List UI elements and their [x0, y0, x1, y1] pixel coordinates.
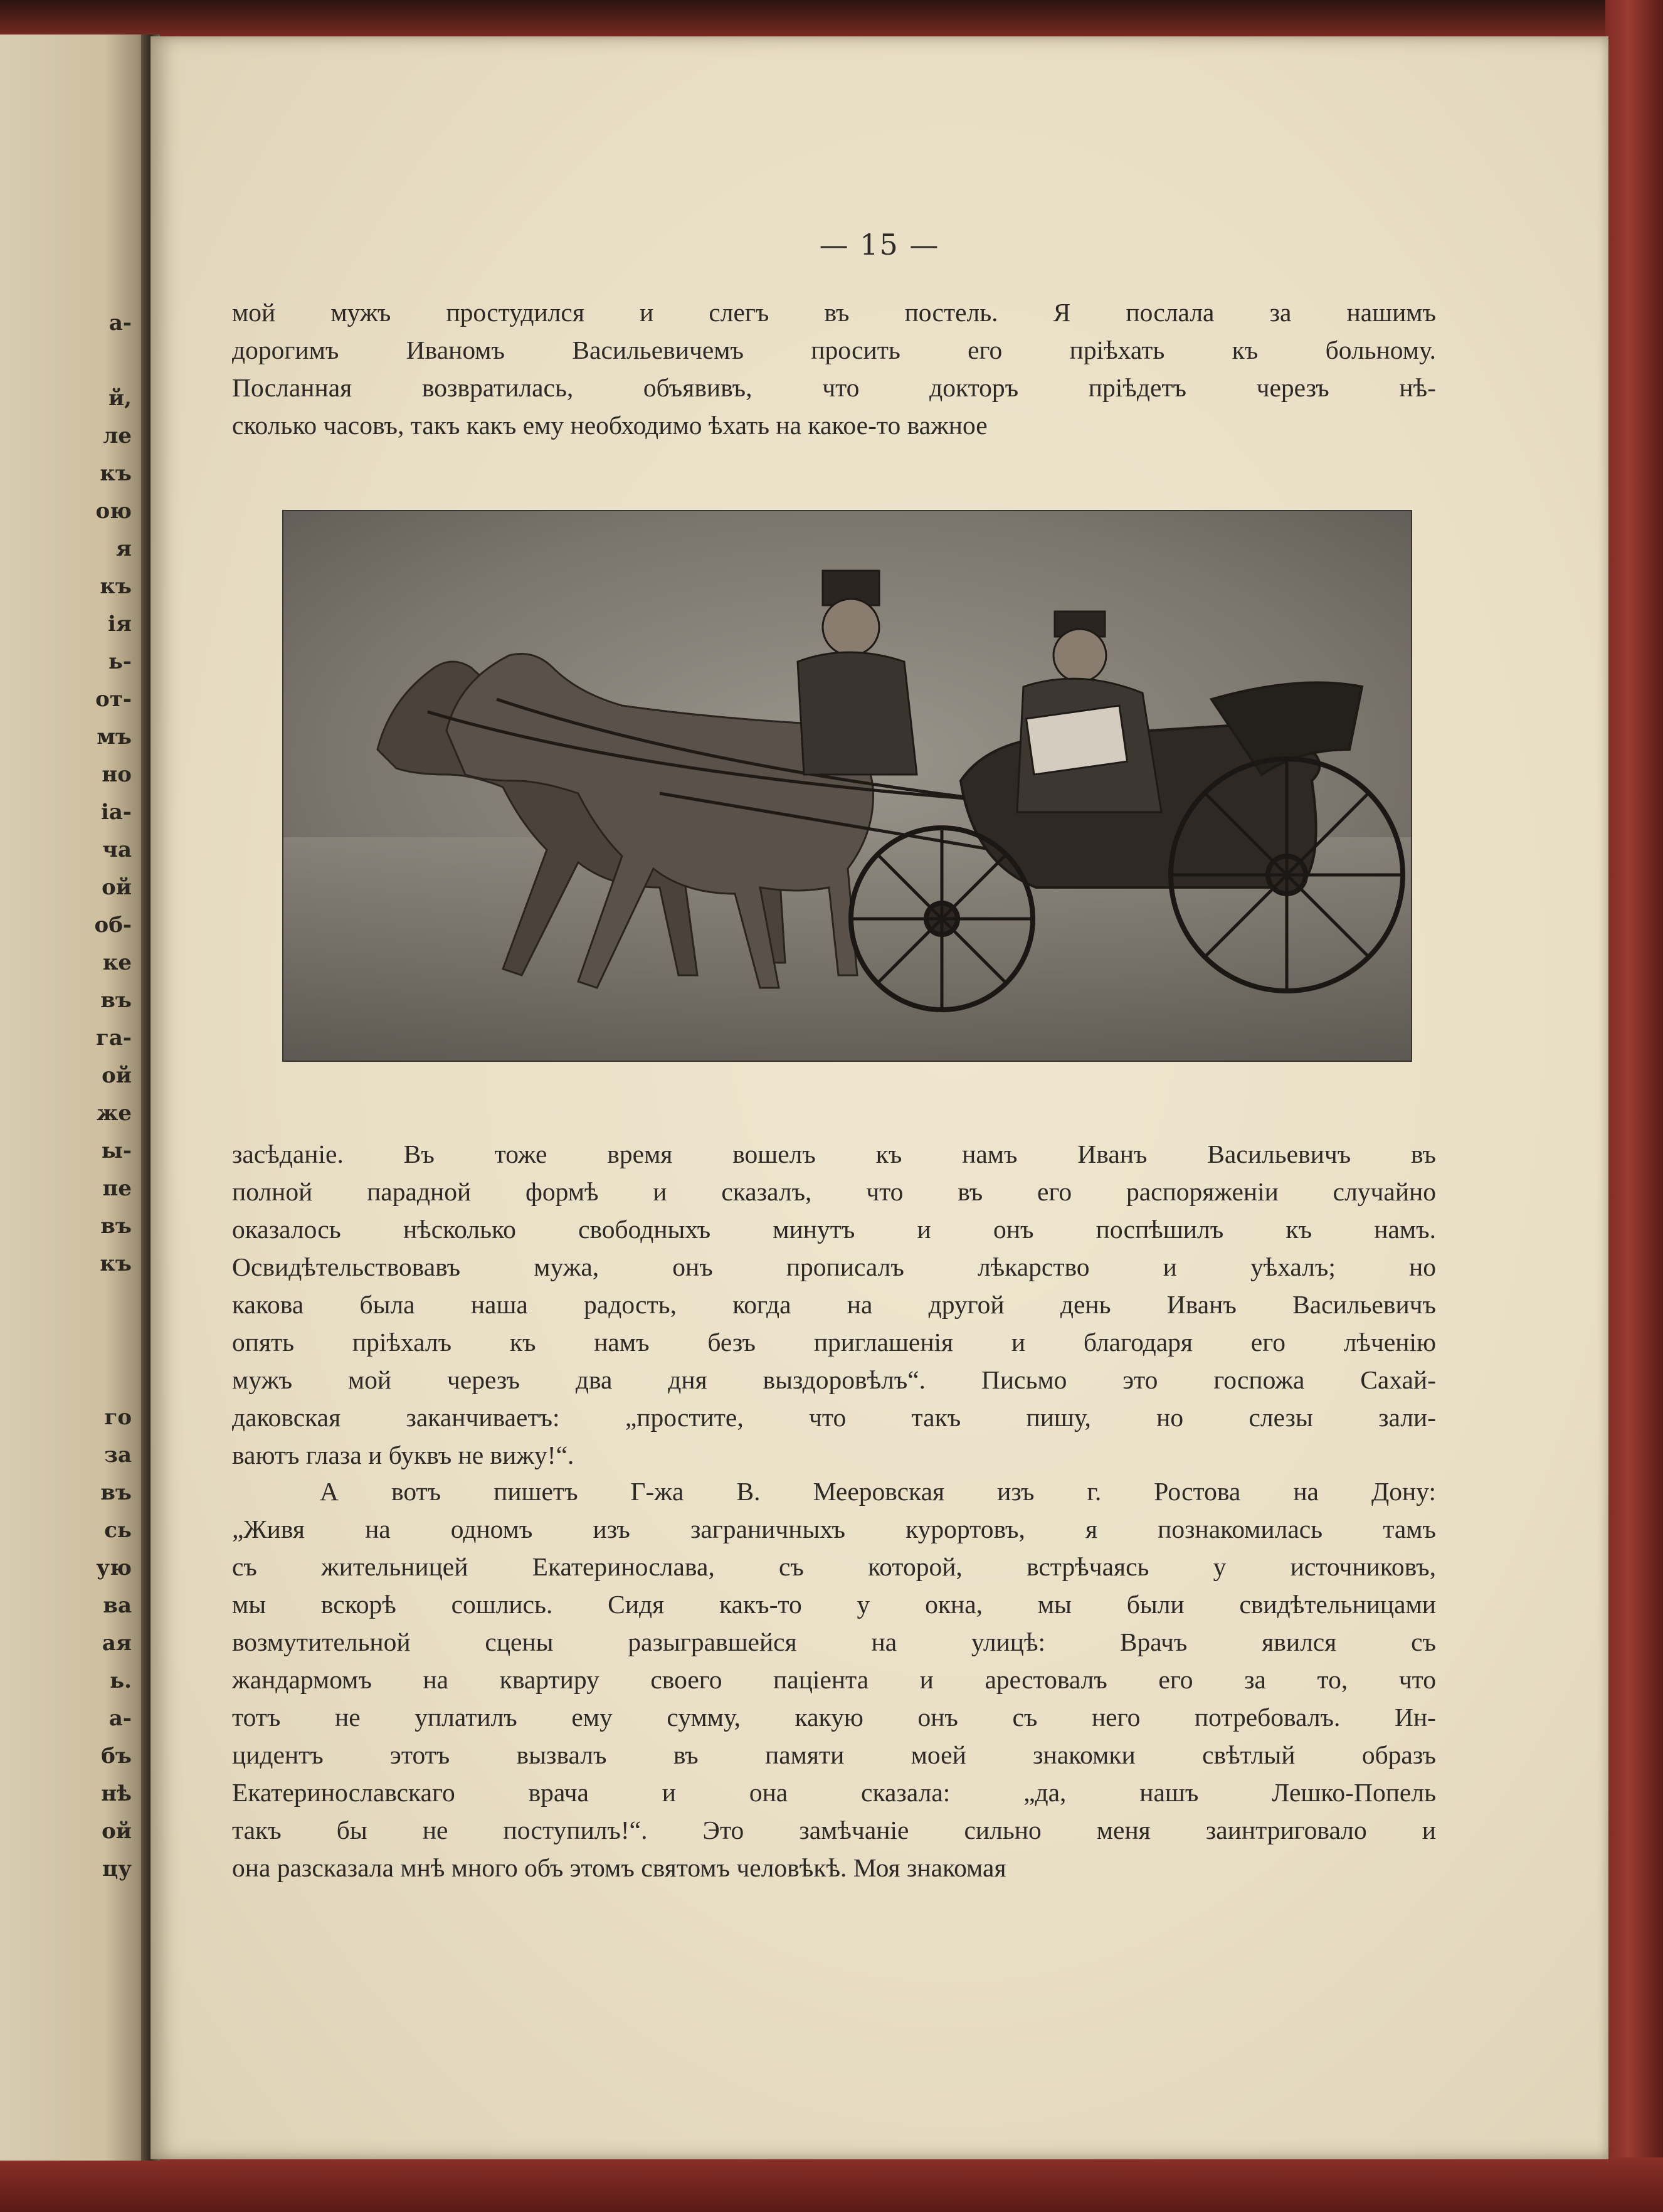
left-page-fragment: ча — [102, 837, 132, 862]
left-page-fragment: нѣ — [101, 1781, 132, 1806]
left-page-fragment: ой — [102, 875, 132, 900]
left-page-fragment: ою — [95, 499, 132, 524]
page-number: — 15 — — [819, 228, 940, 262]
left-page-fragment: въ — [100, 988, 132, 1013]
left-page-fragment: от- — [95, 687, 132, 712]
left-page-fragment: об- — [94, 913, 132, 938]
text-line: дорогимъ Иваномъ Васильевичемъ просить его пріѣхать къ больному. — [232, 336, 1436, 364]
text-line: мужъ мой черезъ два дня выздоровѣлъ“. Письмо это госпожа Сахай- — [232, 1365, 1436, 1394]
text-line: даковская заканчиваетъ: „простите, что такъ пишу, но слезы зали- — [232, 1403, 1436, 1432]
left-facing-page — [0, 34, 150, 2161]
left-page-fragment: ва — [103, 1593, 132, 1618]
carriage-engraving-image — [283, 511, 1411, 1061]
book-cover-bottom-edge — [0, 2157, 1663, 2212]
text-line: Освидѣтельствовавъ мужа, онъ прописалъ лѣкарство и уѣхалъ; но — [232, 1252, 1436, 1281]
left-page-fragment: ая — [102, 1631, 132, 1656]
left-page-fragment: га- — [96, 1025, 132, 1050]
left-page-fragment: ле — [103, 423, 132, 448]
left-page-fragment: ь- — [108, 649, 132, 674]
paragraph-2 — [232, 1135, 1436, 1474]
text-line: полной парадной формѣ и сказалъ, что въ его распоряженіи случайно — [232, 1177, 1436, 1206]
text-line: тотъ не уплатилъ ему сумму, какую онъ съ него потребовалъ. Ин- — [232, 1703, 1436, 1732]
text-line: сколько часовъ, такъ какъ ему необходимо ѣхать на какое-то важное — [232, 411, 988, 440]
left-page-fragment: же — [97, 1101, 132, 1126]
left-page-fragment: къ — [100, 574, 132, 599]
right-page — [150, 36, 1608, 2159]
left-page-text-fragments — [0, 34, 144, 2161]
text-line: съ жительницей Екатеринослава, съ которой, встрѣчаясь у источниковъ, — [232, 1552, 1436, 1581]
illustration-carriage — [282, 510, 1412, 1062]
left-page-fragment: а- — [108, 1706, 132, 1731]
left-page-fragment: а- — [108, 310, 132, 336]
left-page-fragment: въ — [100, 1214, 132, 1239]
book-cover-right-edge — [1605, 0, 1663, 2212]
paragraph-3 — [232, 1473, 1436, 1887]
paragraph-1 — [232, 294, 1436, 444]
text-line: жандармомъ на квартиру своего паціента и арестовалъ его за то, что — [232, 1665, 1436, 1694]
text-line: мы вскорѣ сошлись. Сидя какъ-то у окна, мы были свидѣтельницами — [232, 1590, 1436, 1619]
left-page-fragment: іа- — [100, 800, 132, 825]
left-page-fragment: бъ — [101, 1744, 132, 1769]
left-page-fragment: ой — [102, 1819, 132, 1844]
left-page-fragment: сь — [104, 1518, 132, 1543]
text-line: засѣданіе. Въ тоже время вошелъ къ намъ Иванъ Васильевичъ въ — [232, 1140, 1436, 1168]
text-line: Екатеринославскаго врача и она сказала: „да, нашъ Лешко-Попель — [232, 1778, 1436, 1807]
left-page-fragment: но — [102, 762, 132, 787]
left-page-fragment: ой — [102, 1063, 132, 1088]
left-page-fragment: ь. — [110, 1668, 132, 1693]
left-page-fragment: мъ — [97, 724, 132, 749]
text-line: опять пріѣхалъ къ намъ безъ приглашенія и благодаря его лѣченію — [232, 1328, 1436, 1357]
text-line: она разсказала мнѣ много объ этомъ святомъ человѣкѣ. Моя знакомая — [232, 1853, 1006, 1882]
left-page-fragment: я — [115, 536, 132, 561]
text-line: мой мужъ простудился и слегъ въ постель. Я послала за нашимъ — [232, 298, 1436, 327]
text-line: „Живя на одномъ изъ заграничныхъ курортовъ, я познакомилась тамъ — [232, 1515, 1436, 1543]
text-line: цидентъ этотъ вызвалъ въ памяти моей знакомки свѣтлый образъ — [232, 1740, 1436, 1769]
text-line: ваютъ глаза и буквъ не вижу!“. — [232, 1441, 574, 1469]
left-page-fragment: пе — [102, 1176, 132, 1201]
text-line: оказалось нѣсколько свободныхъ минутъ и онъ поспѣшилъ къ намъ. — [232, 1215, 1436, 1244]
left-page-fragment: ую — [96, 1555, 132, 1580]
left-page-fragment: ке — [102, 950, 132, 975]
left-page-fragment: ія — [107, 611, 132, 637]
text-line: возмутительной сцены разыгравшейся на улицѣ: Врачъ явился съ — [232, 1627, 1436, 1656]
left-page-fragment: цу — [102, 1856, 132, 1881]
left-page-fragment: й, — [108, 386, 132, 411]
book-cover-top-edge — [0, 0, 1663, 38]
left-page-fragment: за — [104, 1442, 132, 1468]
text-line: А вотъ пишетъ Г-жа В. Мееровская изъ г. Ростова на Дону: — [320, 1477, 1436, 1506]
left-page-fragment: ы- — [101, 1138, 132, 1163]
left-page-fragment: къ — [100, 1251, 132, 1276]
text-line: такъ бы не поступилъ!“. Это замѣчаніе сильно меня заинтриговало и — [232, 1816, 1436, 1844]
left-page-fragment: го — [104, 1405, 132, 1430]
left-page-fragment: къ — [100, 461, 132, 486]
text-line: какова была наша радость, когда на другой день Иванъ Васильевичъ — [232, 1290, 1436, 1319]
text-line: Посланная возвратилась, объявивъ, что докторъ пріѣдетъ черезъ нѣ- — [232, 373, 1436, 402]
left-page-fragment: въ — [100, 1480, 132, 1505]
